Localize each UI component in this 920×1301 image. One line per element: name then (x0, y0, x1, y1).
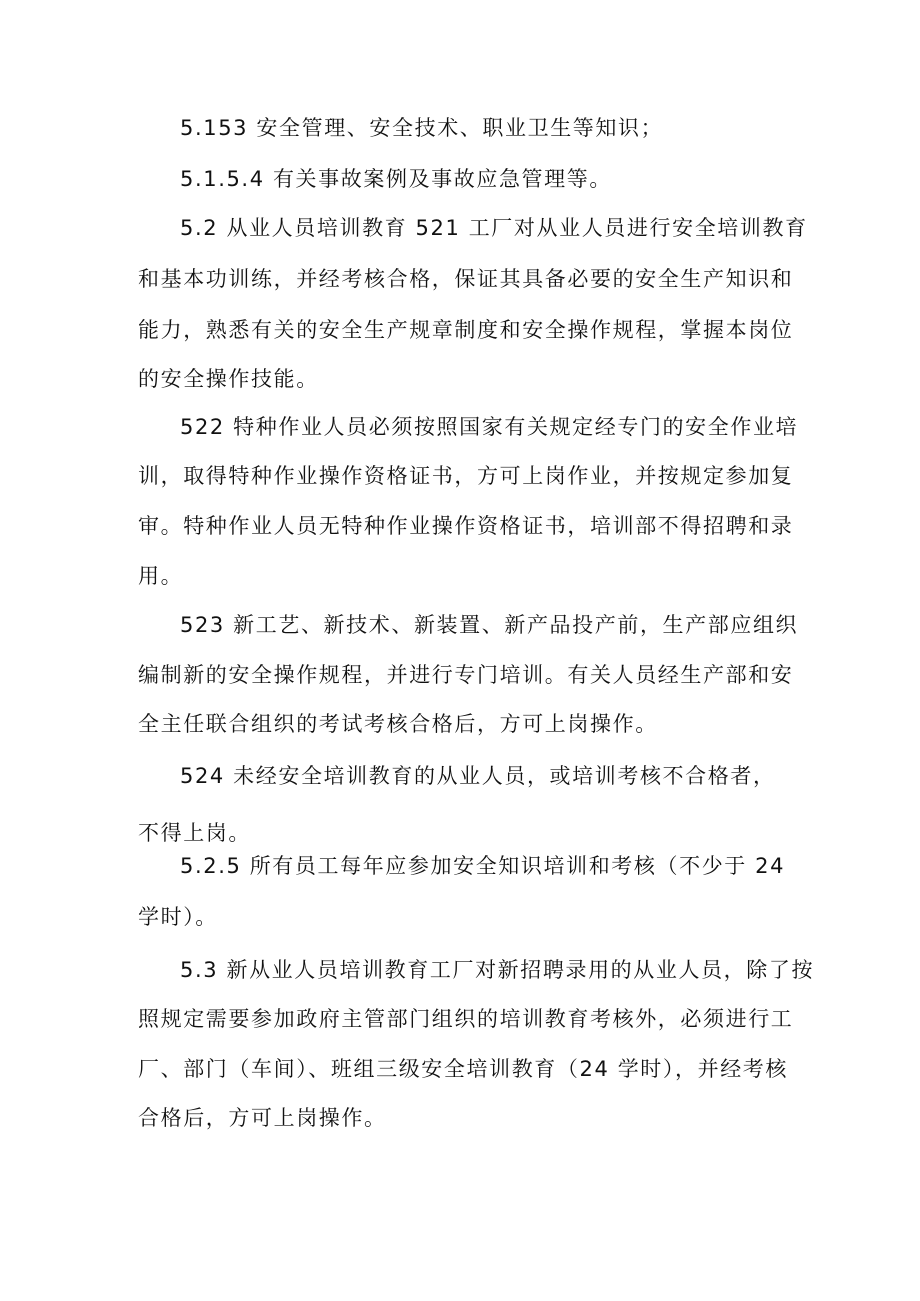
paragraph-5-1-5-4: 5.1.5.4 有关事故案例及事故应急管理等。 (180, 167, 612, 191)
paragraph-5-2-line-1: 5.2 从业人员培训教育 521 工厂对从业人员进行安全培训教育 (180, 216, 808, 240)
paragraph-5-2-5-line-1: 5.2.5 所有员工每年应参加安全知识培训和考核（不少于 24 (180, 854, 786, 878)
paragraph-5-3-line-4: 合格后，方可上岗操作。 (138, 1106, 387, 1130)
paragraph-523-line-2: 编制新的安全操作规程，并进行专门培训。有关人员经生产部和安 (138, 663, 794, 687)
paragraph-522-line-4: 用。 (138, 564, 184, 588)
paragraph-522-line-2: 训，取得特种作业操作资格证书，方可上岗作业，并按规定参加复 (138, 464, 794, 488)
paragraph-524-line-2: 不得上岗。 (138, 821, 251, 845)
paragraph-522-line-1: 522 特种作业人员必须按照国家有关规定经专门的安全作业培 (180, 415, 799, 439)
paragraph-5-3-line-1: 5.3 新从业人员培训教育工厂对新招聘录用的从业人员，除了按 (180, 958, 815, 982)
paragraph-523-line-3: 全主任联合组织的考试考核合格后，方可上岗操作。 (138, 712, 658, 736)
paragraph-5-3-line-3: 厂、部门（车间）、班组三级安全培训教育（24 学时），并经考核 (138, 1057, 788, 1081)
paragraph-523-line-1: 523 新工艺、新技术、新装置、新产品投产前，生产部应组织 (180, 613, 799, 637)
paragraph-5-2-5-line-2: 学时）。 (138, 905, 218, 929)
paragraph-5-2-line-2: 和基本功训练，并经考核合格，保证其具备必要的安全生产知识和 (138, 267, 794, 291)
paragraph-5-3-line-2: 照规定需要参加政府主管部门组织的培训教育考核外，必须进行工 (138, 1007, 794, 1031)
paragraph-5-1-5-3: 5.153 安全管理、安全技术、职业卫生等知识； (180, 116, 664, 140)
paragraph-5-2-line-3: 能力，熟悉有关的安全生产规章制度和安全操作规程，掌握本岗位 (138, 318, 794, 342)
paragraph-5-2-line-4: 的安全操作技能。 (138, 367, 319, 391)
paragraph-524-line-1: 524 未经安全培训教育的从业人员，或培训考核不合格者， (180, 764, 776, 788)
paragraph-522-line-3: 审。特种作业人员无特种作业操作资格证书，培训部不得招聘和录 (138, 514, 794, 538)
